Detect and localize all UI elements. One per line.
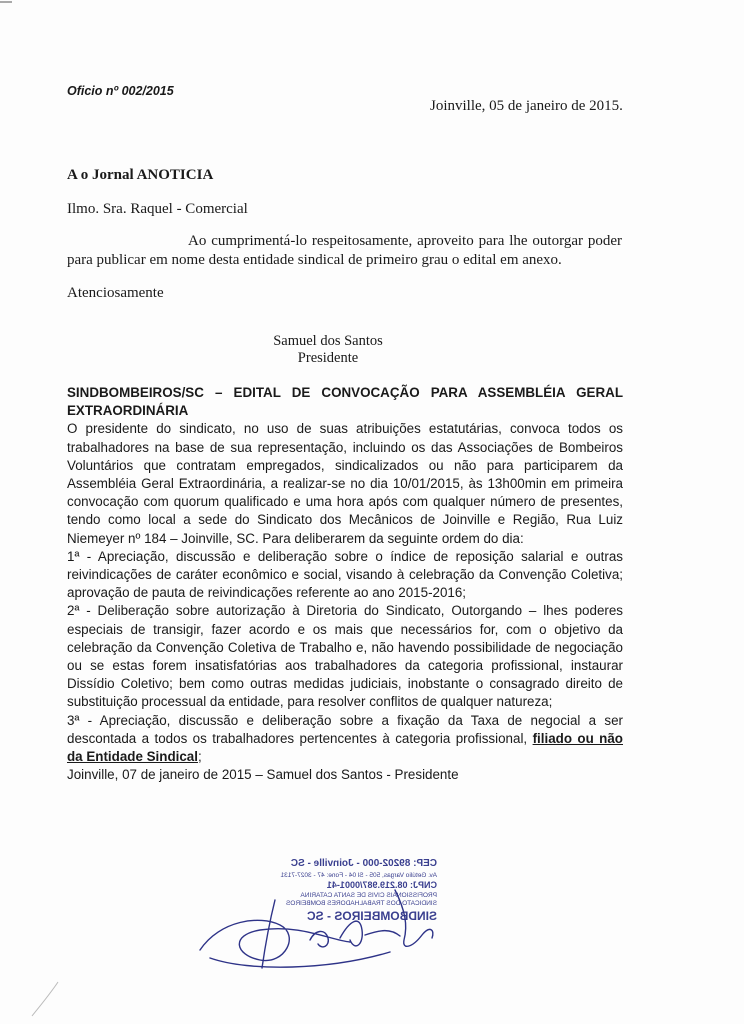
- signature-strokes: [190, 880, 450, 980]
- edital-item-3-end: ;: [197, 749, 202, 765]
- closing-line: Atenciosamente: [67, 285, 164, 301]
- edital-section: [67, 384, 623, 784]
- edital-item-1: 1ª - Apreciação, discussão e deliberação sobre o índice de reposição salarial e outras reivindicações de caráter econômico e social, visando à celebração da Convenção Coletiva; aprovação de pauta de reivindicações referente ao ano 2015-2016;: [67, 548, 623, 601]
- stamp-line-5: Av. Getúlio Vargas, 505 - Sl 04 - Fone: 47 - 3027-7131: [280, 872, 437, 879]
- oficio-number: Oficio nº 002/2015: [67, 84, 174, 98]
- scan-edge-mark: [30, 980, 60, 1020]
- stamp-line-4: CNPJ: 08.219.987/0001-41: [326, 880, 437, 890]
- stamp-line-1: SINDBOMBEIROS - SC: [306, 909, 437, 923]
- salutation-line: Ilmo. Sra. Raquel - Comercial: [67, 201, 248, 217]
- edital-item-3-text: 3ª - Apreciação, discussão e deliberação sobre a fixação da Taxa de negocial a ser descontada a todos os trabalhadores pertencentes à categoria profissional,: [67, 712, 623, 746]
- letter-body: [67, 232, 622, 270]
- signatory-title: Presidente: [297, 350, 359, 366]
- stamp-line-6: CEP: 89202-000 - Joinville - SC: [290, 858, 437, 869]
- scan-corner-mark: [0, 0, 14, 14]
- edital-heading: SINDBOMBEIROS/SC – EDITAL DE CONVOCAÇÃO PARA ASSEMBLÉIA GERAL EXTRAORDINÁRIA: [67, 385, 623, 419]
- stamp-line-3: PROFISSIONAIS CIVIS DE SANTA CATARINA: [300, 892, 437, 899]
- date-line: Joinville, 05 de janeiro de 2015.: [430, 98, 623, 114]
- edital-item-3: [67, 712, 623, 767]
- stamp-line-2: SINDICATO DOS TRABALHADORES BOMBEIROS: [286, 900, 437, 907]
- edital-footer: Joinville, 07 de janeiro de 2015 – Samuel dos Santos - Presidente: [67, 767, 459, 783]
- edital-intro: O presidente do sindicato, no uso de suas atribuições estatutárias, convoca todos os trabalhadores na base de sua representação, incluindo os das Associações de Bombeiros Voluntários que contratam empregados, sindicalizados ou não para participarem da Assembléia Geral Extraordinária, a realizar-se no dia 10/01/2015, às 13h00min em primeira convocação com quorum qualificado e uma hora após com qualquer número de presentes, tendo como local a sede do Sindicato dos Mecânicos de Joinville e Região, Rua Luiz Niemeyer nº 184 – Joinville, SC. Para deliberarem da seguinte ordem do dia:: [67, 421, 623, 546]
- handwritten-signature: [190, 880, 450, 980]
- recipient-line: A o Jornal ANOTICIA: [67, 167, 214, 183]
- edital-item-2: 2ª - Deliberação sobre autorização à Diretoria do Sindicato, Outorgando – lhes poderes especiais de transigir, fazer acordo e os mais que necessários for, com o objetivo da celebração da Convenção Coletiva de Trabalho e, não havendo possibilidade de negociação ou se estas forem insatisfatórias aos trabalhadores da categoria profissional, instaurar Dissídio Coletivo; bem como outras medidas judiciais, inobstante o consagrado direito de substituição processual da entidade, para resolver conflitos de qualquer natureza;: [67, 603, 623, 710]
- signatory-name: Samuel dos Santos: [273, 333, 383, 349]
- letter-body-text: Ao cumprimentá-lo respeitosamente, aproveito para lhe outorgar poder para publicar em nome desta entidade sindical de primeiro grau o edital em anexo.: [67, 233, 622, 268]
- edital-item-3-emphasis: filiado ou não da Entidade Sindical: [67, 730, 623, 765]
